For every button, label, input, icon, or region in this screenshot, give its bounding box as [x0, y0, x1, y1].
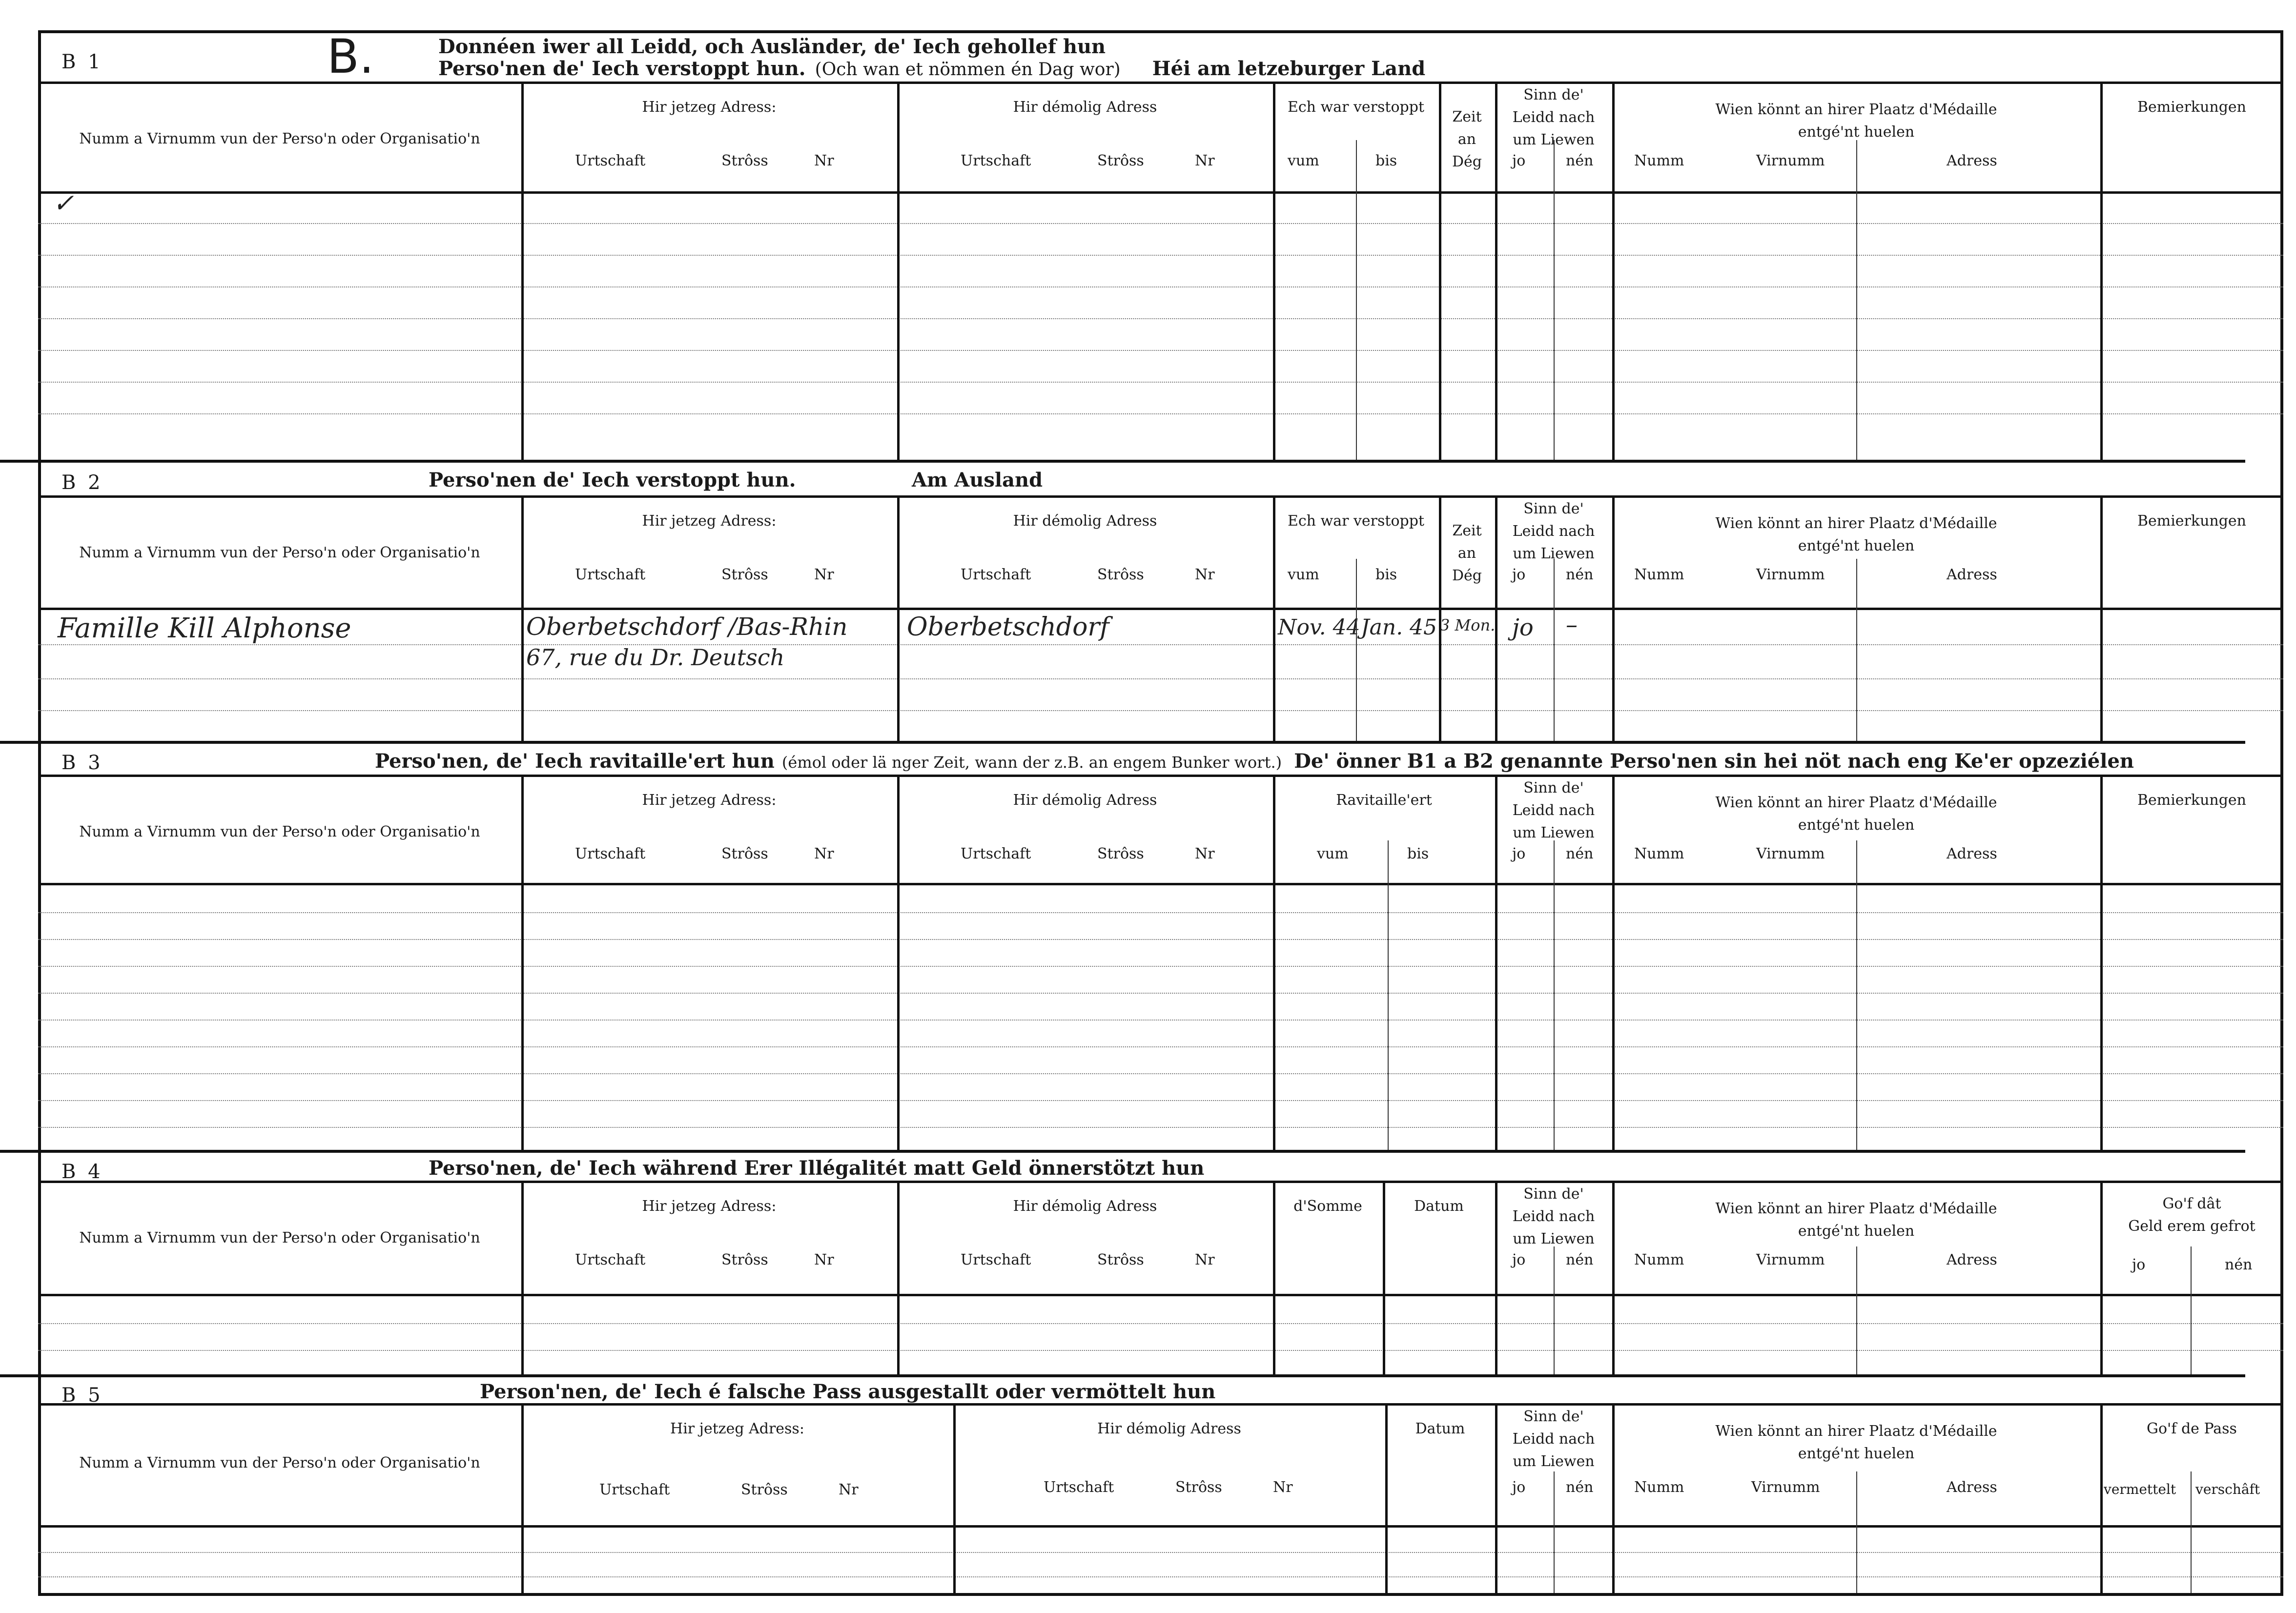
col-date: Datum — [1414, 1198, 1464, 1215]
col-street: Strôss — [721, 152, 768, 169]
entry-alive-yes: jo — [1512, 614, 1534, 641]
col-time-days: Zeit an Dég — [1452, 108, 1482, 170]
col-no: nén — [1566, 152, 1594, 169]
section-note: (émol oder lä nger Zeit, wann der z.B. an engem Bunker wort.) — [781, 753, 1282, 772]
section-title: Person'nen, de' Iech é falsche Pass ausgestallt oder vermöttelt hun — [480, 1380, 1216, 1403]
col-firstname: Virnumm — [1751, 1479, 1820, 1496]
col-yes: jo — [1512, 1251, 1526, 1268]
col-money-returned: Go'f dât Geld erem gefrot — [2128, 1195, 2255, 1235]
col-current-address: Hir jetzeg Adress: — [642, 1198, 777, 1215]
col-time-days: Zeit an Dég — [1452, 522, 1482, 584]
col-street: Strôss — [1097, 1251, 1144, 1268]
col-remarks: Bemierkungen — [2137, 512, 2247, 530]
col-yes: jo — [1512, 845, 1526, 862]
col-from: vum — [1288, 566, 1319, 583]
section-b4-header — [38, 1153, 2283, 1183]
section-location: Am Ausland — [912, 469, 1043, 491]
col-no: nén — [1566, 1479, 1594, 1496]
col-town: Urtschaft — [575, 566, 646, 583]
col-town: Urtschaft — [961, 1251, 1031, 1268]
col-firstname: Virnumm — [1756, 1251, 1825, 1268]
col-name: Numm a Virnumm vun der Perso'n oder Organisatio'n — [79, 544, 480, 561]
col-medal: Wien könnt an hirer Plaatz d'Médaille entgé'nt huelen — [1715, 101, 1997, 141]
col-town: Urtschaft — [575, 845, 646, 862]
section-code: B 5 — [62, 1384, 103, 1407]
section-title: Donnéen iwer all Leidd, och Ausländer, de' Iech gehollef hun — [438, 35, 1106, 58]
col-town: Urtschaft — [1044, 1479, 1114, 1496]
col-address: Adress — [1947, 1479, 1997, 1496]
col-surname: Numm — [1634, 1251, 1684, 1268]
section-title: Perso'nen, de' Iech während Erer Illégalitét matt Geld önnerstötzt hun — [429, 1157, 1205, 1180]
col-street: Strôss — [1097, 566, 1144, 583]
col-no: nén — [1566, 845, 1594, 862]
col-former-address: Hir démolig Adress — [1013, 99, 1157, 116]
data-rows — [38, 610, 2283, 741]
col-pass: Go'f de Pass — [2147, 1420, 2237, 1437]
col-to: bis — [1375, 566, 1397, 583]
col-no: nén — [2225, 1256, 2253, 1273]
col-alive: Sinn de' Leidd nach um Liewen — [1512, 500, 1595, 562]
form-letter: B. — [327, 29, 374, 84]
data-rows — [38, 1528, 2283, 1596]
col-street: Strôss — [721, 1251, 768, 1268]
col-hidden: Ech war verstoppt — [1287, 99, 1425, 116]
col-number: Nr — [1195, 566, 1215, 583]
col-surname: Numm — [1634, 566, 1684, 583]
section-b1 — [38, 30, 2283, 460]
col-street: Strôss — [1097, 152, 1144, 169]
col-number: Nr — [1195, 845, 1215, 862]
col-name: Numm a Virnumm vun der Perso'n oder Organisatio'n — [79, 1229, 480, 1246]
section-title: Perso'nen de' Iech verstoppt hun. — [429, 469, 796, 491]
data-rows — [38, 885, 2283, 1150]
col-number: Nr — [814, 1251, 834, 1268]
col-yes: jo — [1512, 1479, 1526, 1496]
check-mark: ✓ — [53, 189, 74, 218]
col-street: Strôss — [721, 566, 768, 583]
data-rows — [38, 1296, 2283, 1374]
section-location: Héi am letzeburger Land — [1152, 57, 1426, 80]
section-b1-header — [38, 30, 2283, 84]
col-medal: Wien könnt an hirer Plaatz d'Médaille entgé'nt huelen — [1715, 794, 1997, 834]
col-address: Adress — [1947, 1251, 1997, 1268]
section-code: B 1 — [62, 51, 103, 73]
col-street: Strôss — [1175, 1479, 1222, 1496]
col-former-address: Hir démolig Adress — [1013, 792, 1157, 809]
col-no: nén — [1566, 1251, 1594, 1268]
col-street: Strôss — [741, 1481, 788, 1498]
data-rows — [38, 189, 2283, 460]
section-b2-header — [38, 463, 2283, 498]
entry-to: Jan. 45 — [1361, 615, 1437, 640]
col-to: bis — [1375, 152, 1397, 169]
column-header — [38, 1406, 2283, 1528]
column-header — [38, 84, 2283, 194]
col-surname: Numm — [1634, 845, 1684, 862]
col-from: vum — [1288, 152, 1319, 169]
col-mediated: vermettelt — [2104, 1481, 2176, 1497]
section-b5-header — [38, 1377, 2283, 1406]
col-alive: Sinn de' Leidd nach um Liewen — [1512, 779, 1595, 841]
col-name: Numm a Virnumm vun der Perso'n oder Organisatio'n — [79, 823, 480, 840]
section-b3-header — [38, 744, 2283, 777]
col-surname: Numm — [1634, 152, 1684, 169]
col-medal: Wien könnt an hirer Plaatz d'Médaille entgé'nt huelen — [1715, 1423, 1997, 1462]
section-subtitle: Perso'nen de' Iech verstoppt hun. — [438, 57, 806, 80]
col-from: vum — [1317, 845, 1349, 862]
column-header — [38, 498, 2283, 610]
col-current-address: Hir jetzeg Adress: — [642, 792, 777, 809]
col-alive: Sinn de' Leidd nach um Liewen — [1512, 1408, 1595, 1470]
col-town: Urtschaft — [961, 152, 1031, 169]
section-note: (Och wan et nömmen én Dag wor) — [815, 60, 1121, 80]
col-number: Nr — [1273, 1479, 1293, 1496]
col-former-address: Hir démolig Adress — [1013, 512, 1157, 530]
col-number: Nr — [839, 1481, 859, 1498]
section-code: B 3 — [62, 752, 103, 774]
entry-name: Famille Kill Alphonse — [58, 613, 351, 644]
col-remarks: Bemierkungen — [2137, 792, 2247, 809]
section-b2 — [38, 463, 2283, 741]
col-number: Nr — [814, 845, 834, 862]
section-title: Perso'nen, de' Iech ravitaille'ert hun — [375, 750, 775, 773]
col-yes: jo — [1512, 152, 1526, 169]
col-current-address: Hir jetzeg Adress: — [670, 1420, 804, 1437]
section-code: B 4 — [62, 1161, 103, 1183]
entry-alive-no: – — [1566, 611, 1578, 638]
col-current-address: Hir jetzeg Adress: — [642, 99, 777, 116]
col-no: nén — [1566, 566, 1594, 583]
entry-current-address-line2: 67, rue du Dr. Deutsch — [526, 644, 785, 671]
col-yes: jo — [2132, 1256, 2146, 1273]
col-made: verschâft — [2195, 1481, 2260, 1497]
entry-former-address: Oberbetschdorf — [907, 613, 1109, 642]
col-street: Strôss — [1097, 845, 1144, 862]
section-b5 — [38, 1377, 2283, 1596]
col-address: Adress — [1947, 152, 1997, 169]
col-firstname: Virnumm — [1756, 845, 1825, 862]
col-number: Nr — [1195, 1251, 1215, 1268]
col-street: Strôss — [721, 845, 768, 862]
col-firstname: Virnumm — [1756, 566, 1825, 583]
col-alive: Sinn de' Leidd nach um Liewen — [1512, 86, 1595, 148]
col-medal: Wien könnt an hirer Plaatz d'Médaille entgé'nt huelen — [1715, 1200, 1997, 1240]
col-current-address: Hir jetzeg Adress: — [642, 512, 777, 530]
col-name: Numm a Virnumm vun der Perso'n oder Organisatio'n — [79, 130, 480, 147]
col-address: Adress — [1947, 566, 1997, 583]
section-code: B 2 — [62, 471, 103, 494]
entry-current-address-line1: Oberbetschdorf /Bas-Rhin — [526, 613, 848, 641]
col-supplied: Ravitaille'ert — [1336, 792, 1432, 809]
col-town: Urtschaft — [961, 566, 1031, 583]
col-number: Nr — [814, 152, 834, 169]
col-number: Nr — [1195, 152, 1215, 169]
entry-from: Nov. 44 — [1278, 615, 1360, 640]
col-sum: d'Somme — [1293, 1198, 1362, 1215]
col-yes: jo — [1512, 566, 1526, 583]
col-to: bis — [1407, 845, 1429, 862]
col-hidden: Ech war verstoppt — [1287, 512, 1425, 530]
col-town: Urtschaft — [575, 152, 646, 169]
col-medal: Wien könnt an hirer Plaatz d'Médaille entgé'nt huelen — [1715, 515, 1997, 554]
column-header — [38, 777, 2283, 885]
col-name: Numm a Virnumm vun der Perso'n oder Organisatio'n — [79, 1454, 480, 1471]
col-alive: Sinn de' Leidd nach um Liewen — [1512, 1185, 1595, 1247]
col-former-address: Hir démolig Adress — [1013, 1198, 1157, 1215]
col-former-address: Hir démolig Adress — [1097, 1420, 1241, 1437]
col-date: Datum — [1415, 1420, 1465, 1437]
section-b4 — [38, 1153, 2283, 1374]
col-address: Adress — [1947, 845, 1997, 862]
col-surname: Numm — [1634, 1479, 1684, 1496]
col-town: Urtschaft — [575, 1251, 646, 1268]
col-town: Urtschaft — [961, 845, 1031, 862]
column-header — [38, 1183, 2283, 1296]
section-b3 — [38, 744, 2283, 1150]
col-town: Urtschaft — [599, 1481, 670, 1498]
entry-time: 3 Mon. — [1440, 616, 1496, 634]
col-number: Nr — [814, 566, 834, 583]
col-firstname: Virnumm — [1756, 152, 1825, 169]
col-remarks: Bemierkungen — [2137, 99, 2247, 116]
section-instruction: De' önner B1 a B2 genannte Perso'nen sin hei nöt nach eng Ke'er opzeziélen — [1294, 750, 2134, 773]
